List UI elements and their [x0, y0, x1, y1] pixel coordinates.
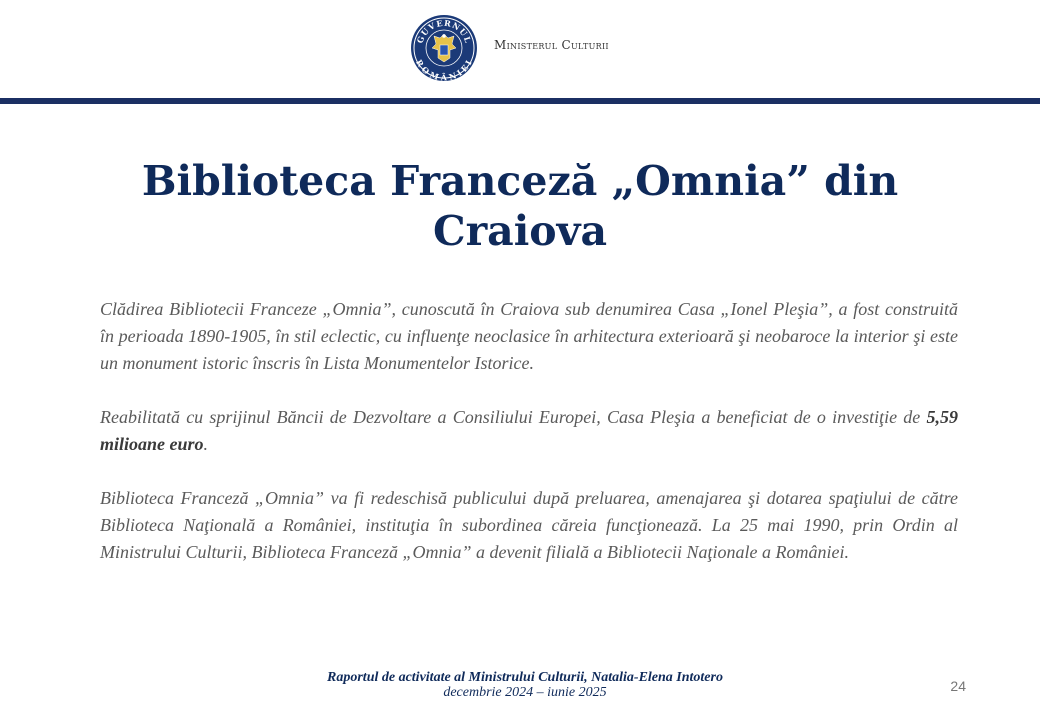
- paragraph-rehabilitation: [100, 404, 958, 458]
- footer-report-title: Raportul de activitate al Ministrului Culturii, Natalia-Elena Intotero: [327, 670, 723, 685]
- paragraph-reopening: Biblioteca Franceză „Omnia” va fi redeschisă publicului după preluarea, amenajarea şi dotarea spaţiului de către Biblioteca Naţională a României, instituţia în subordinea căreia funcţionează. La 25 mai 1990, prin Ordin al Ministrului Culturii, Biblioteca Franceză „Omnia” a devenit filială a Bibliotecii Naţionale a României.: [100, 488, 958, 562]
- government-seal-logo: [410, 14, 478, 82]
- slide-footer: [160, 670, 890, 700]
- rehab-text-before: Reabilitată cu sprijinul Băncii de Dezvoltare a Consiliului Europei, Casa Pleşia a beneficiat de o investiţie de: [100, 407, 927, 427]
- header-divider: [0, 98, 1040, 104]
- footer-period: decembrie 2024 – iunie 2025: [443, 685, 607, 700]
- slide-body: [100, 296, 958, 593]
- slide-title: Biblioteca Franceză „Omnia” din Craiova: [141, 157, 899, 255]
- investment-amount: 5,59 milioane euro: [100, 407, 958, 454]
- paragraph-building-history: Clădirea Bibliotecii Franceze „Omnia”, cunoscută în Craiova sub denumirea Casa „Ionel Pleşia”, a fost construită în perioada 1890-1905, în stil eclectic, cu influenţe neoclasice în arhitectura exterioară şi neobaroce la interior şi este un monument istoric înscris în Lista Monumentelor Istorice.: [100, 299, 958, 373]
- page-number: 24: [950, 678, 966, 694]
- logo-text-bottom: ROMÂNIEI: [413, 57, 475, 82]
- logo-text-top: GUVERNUL: [414, 17, 474, 45]
- slide-header: [0, 0, 1040, 104]
- rehab-text-after: .: [203, 434, 209, 454]
- ministry-name: Ministerul Culturii: [494, 38, 609, 52]
